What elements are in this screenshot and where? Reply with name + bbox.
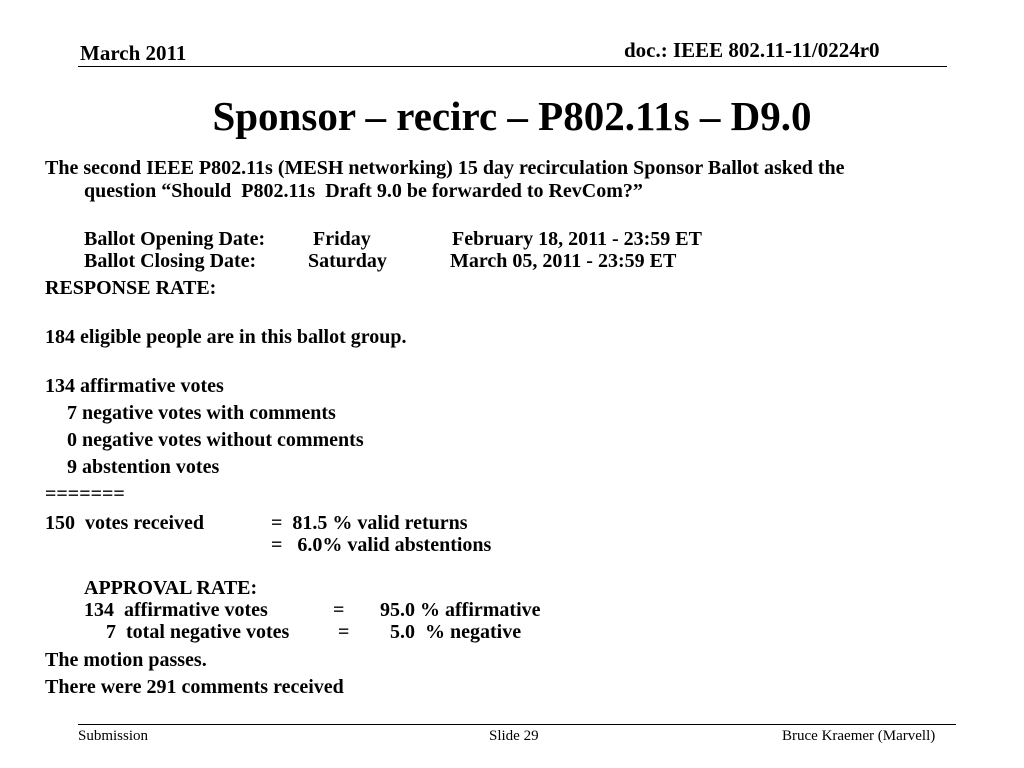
intro-line-2: question “Should P802.11s Draft 9.0 be forwarded to RevCom?” bbox=[84, 180, 643, 202]
vote-abstention: 9 abstention votes bbox=[67, 456, 220, 478]
separator: ======= bbox=[45, 483, 125, 505]
approval-neg-label: 7 total negative votes bbox=[106, 621, 290, 643]
header-doc-id: doc.: IEEE 802.11-11/0224r0 bbox=[624, 38, 880, 62]
response-rate-heading: RESPONSE RATE: bbox=[45, 277, 217, 299]
valid-returns: = 81.5 % valid returns bbox=[271, 512, 468, 534]
footer-submission: Submission bbox=[78, 728, 149, 744]
vote-affirmative: 134 affirmative votes bbox=[45, 375, 224, 397]
approval-affirm-label: 134 affirmative votes bbox=[84, 599, 268, 621]
eligible-count: 184 eligible people are in this ballot group. bbox=[45, 326, 407, 348]
intro-line-1: The second IEEE P802.11s (MESH networking) 15 day recirculation Sponsor Ballot asked the bbox=[45, 157, 845, 179]
opening-label: Ballot Opening Date: bbox=[84, 228, 266, 250]
vote-negative-with-comments: 7 negative votes with comments bbox=[67, 402, 336, 424]
approval-affirm-eq: = bbox=[333, 599, 345, 621]
valid-abstentions: = 6.0% valid abstentions bbox=[271, 534, 492, 556]
comments-count: There were 291 comments received bbox=[45, 676, 344, 698]
opening-day: Friday bbox=[313, 228, 371, 250]
motion-result: The motion passes. bbox=[45, 649, 207, 671]
opening-date: February 18, 2011 - 23:59 ET bbox=[452, 228, 702, 250]
approval-affirm-value: 95.0 % affirmative bbox=[380, 599, 541, 621]
closing-day: Saturday bbox=[308, 250, 387, 272]
footer-divider bbox=[78, 724, 956, 725]
header-date: March 2011 bbox=[80, 41, 187, 65]
closing-label: Ballot Closing Date: bbox=[84, 250, 257, 272]
votes-received-label: 150 votes received bbox=[45, 512, 205, 534]
slide-title: Sponsor – recirc – P802.11s – D9.0 bbox=[212, 93, 812, 139]
footer-author: Bruce Kraemer (Marvell) bbox=[782, 728, 936, 744]
header-divider bbox=[78, 66, 947, 67]
approval-neg-value: 5.0 % negative bbox=[390, 621, 522, 643]
footer-slide-number: Slide 29 bbox=[489, 728, 539, 744]
approval-neg-eq: = bbox=[338, 621, 350, 643]
closing-date: March 05, 2011 - 23:59 ET bbox=[450, 250, 677, 272]
approval-heading: APPROVAL RATE: bbox=[84, 577, 258, 599]
vote-negative-without-comments: 0 negative votes without comments bbox=[67, 429, 364, 451]
